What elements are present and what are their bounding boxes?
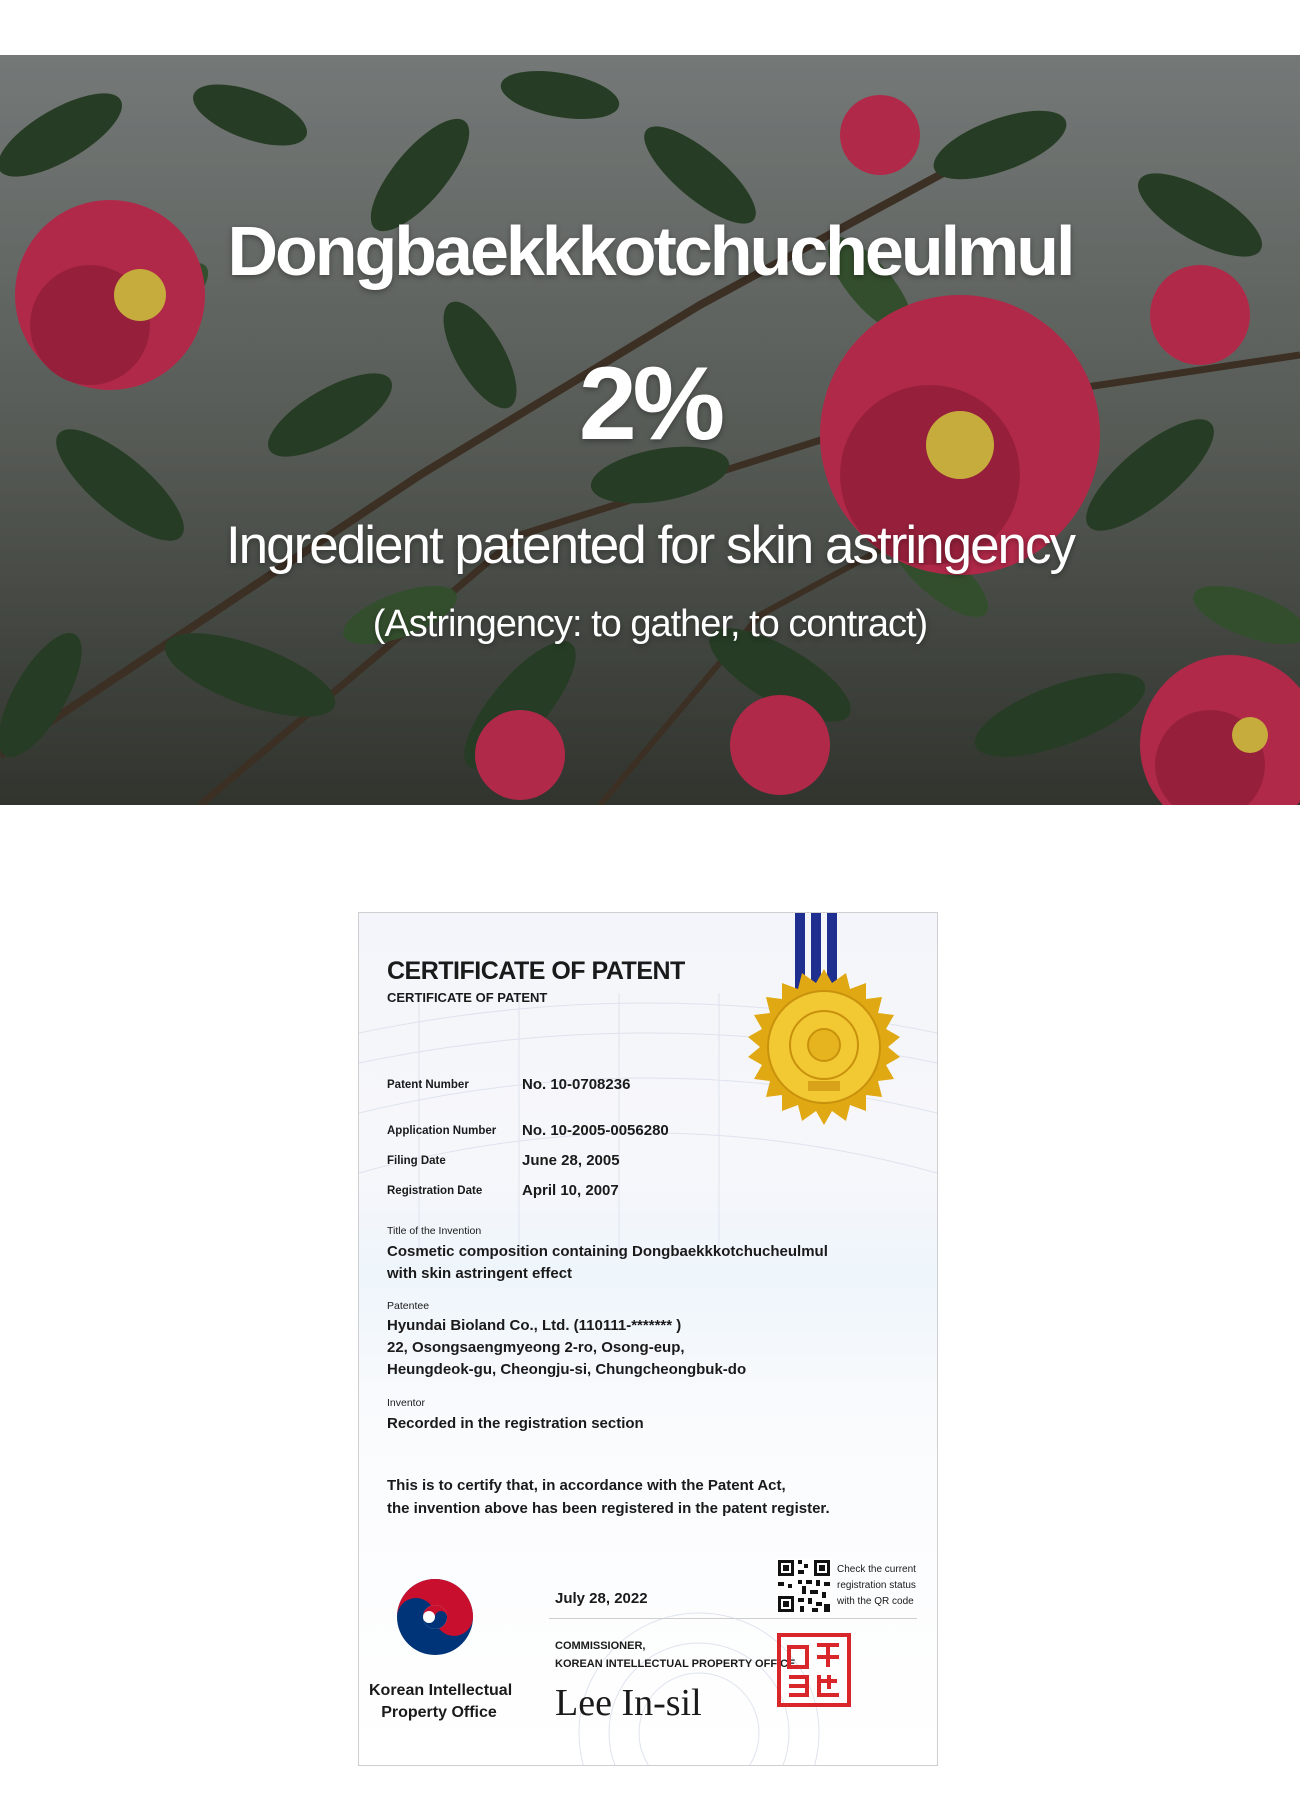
- patentee-line: Hyundai Bioland Co., Ltd. (110111-******* ): [387, 1317, 682, 1334]
- qr-code-note: Check the current registration status with the QR code: [837, 1564, 916, 1607]
- inventor-label: Inventor: [387, 1397, 425, 1409]
- hero-banner: [0, 55, 1300, 805]
- certification-statement: the invention above has been registered in the patent register.: [387, 1500, 830, 1517]
- gold-seal-icon: [744, 967, 904, 1127]
- patentee-line: Heungdeok-gu, Cheongju-si, Chungcheongbuk-do: [387, 1361, 747, 1378]
- issue-date: July 28, 2022: [555, 1590, 648, 1607]
- qr-code-icon[interactable]: [776, 1558, 832, 1614]
- patent-number-value: No. 10-0708236: [522, 1076, 631, 1093]
- kipo-taegeuk-logo-icon: [395, 1577, 475, 1657]
- registration-date-label: Registration Date: [387, 1185, 483, 1197]
- inventor-value: Recorded in the registration section: [387, 1415, 644, 1432]
- red-official-stamp-icon: [777, 1633, 851, 1707]
- patent-number-label: Patent Number: [387, 1079, 469, 1091]
- kipo-name-line2: Property Office: [381, 1704, 497, 1721]
- patentee-line: 22, Osongsaengmyeong 2-ro, Osong-eup,: [387, 1339, 685, 1356]
- footer-divider: [549, 1618, 917, 1619]
- patentee-label: Patentee: [387, 1300, 430, 1312]
- commissioner-title: COMMISSIONER,: [555, 1640, 646, 1652]
- application-number-value: No. 10-2005-0056280: [522, 1122, 669, 1139]
- hero-title: Dongbaekkkotchucheulmul: [227, 212, 1073, 290]
- commissioner-signature: Lee In-sil: [555, 1682, 702, 1724]
- invention-title-label: Title of the Invention: [387, 1225, 482, 1237]
- certificate-subtitle: CERTIFICATE OF PATENT: [387, 990, 548, 1005]
- kipo-name-line1: Korean Intellectual: [369, 1682, 513, 1699]
- registration-date-value: April 10, 2007: [522, 1182, 619, 1199]
- certificate-title: CERTIFICATE OF PATENT: [387, 957, 685, 985]
- application-number-label: Application Number: [387, 1125, 497, 1137]
- invention-title-line: with skin astringent effect: [387, 1265, 573, 1282]
- patent-certificate: [358, 912, 938, 1766]
- hero-note: (Astringency: to gather, to contract): [372, 603, 928, 645]
- certification-statement: This is to certify that, in accordance with the Patent Act,: [387, 1477, 786, 1494]
- hero-percent: 2%: [578, 346, 722, 462]
- filing-date-label: Filing Date: [387, 1155, 446, 1167]
- commissioner-office: KOREAN INTELLECTUAL PROPERTY OFFICE: [555, 1658, 796, 1670]
- filing-date-value: June 28, 2005: [522, 1152, 620, 1169]
- hero-subtitle: Ingredient patented for skin astringency: [225, 516, 1075, 575]
- invention-title-line: Cosmetic composition containing Dongbaekkkotchucheulmul: [387, 1243, 828, 1260]
